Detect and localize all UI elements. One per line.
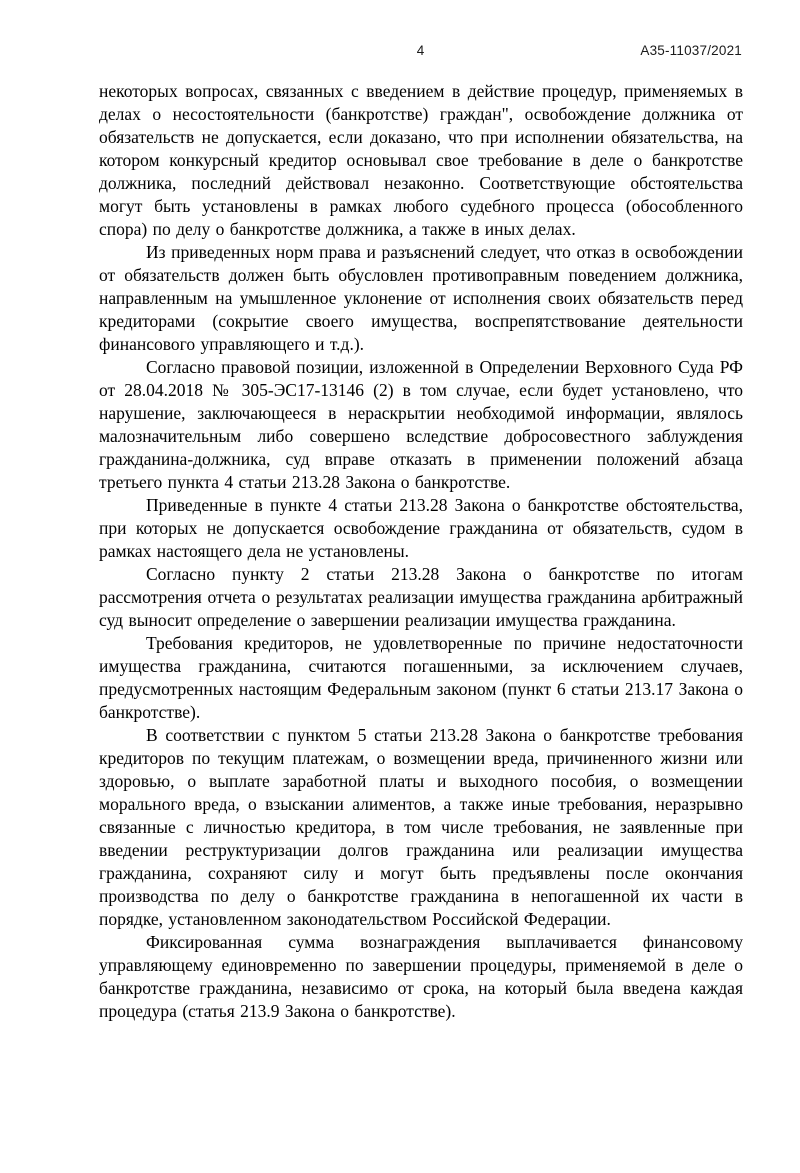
paragraph: Требования кредиторов, не удовлетворенные по причине недостаточности имущества гражданина, считаются погашенными, за исключением случаев, предусмотренных настоящим Федеральным законом (пункт 6 статьи 213.17 Закона о банкротстве).	[99, 633, 743, 722]
paragraph: Согласно пункту 2 статьи 213.28 Закона о банкротстве по итогам рассмотрения отчета о результатах реализации имущества гражданина арбитражный суд выносит определение о завершении реализации имущества гражданина.	[99, 564, 743, 630]
document-page	[0, 42, 800, 1173]
paragraph: Фиксированная сумма вознаграждения выплачивается финансовому управляющему единовременно по завершении процедуры, применяемой в деле о банкротстве гражданина, независимо от срока, на который была введена каждая процедура (статья 213.9 Закона о банкротстве).	[99, 932, 743, 1021]
paragraph: некоторых вопросах, связанных с введением в действие процедур, применяемых в делах о несостоятельности (банкротстве) граждан", освобождение должника от обязательств не допускается, если доказано, что при исполнении обязательства, на котором конкурсный кредитор основывал свое требование в деле о банкротстве должника, последний действовал незаконно. Соответствующие обстоятельства могут быть установлены в рамках любого судебного процесса (обособленного спора) по делу о банкротстве должника, а также в иных делах.	[99, 81, 743, 239]
paragraph: Из приведенных норм права и разъяснений следует, что отказ в освобождении от обязательств должен быть обусловлен противоправным поведением должника, направленным на умышленное уклонение от исполнения своих обязательств перед кредиторами (сокрытие своего имущества, воспрепятствование деятельности финансового управляющего и т.д.).	[99, 242, 743, 354]
paragraph: Согласно правовой позиции, изложенной в Определении Верховного Суда РФ от 28.04.2018 № 305-ЭС17-13146 (2) в том случае, если будет установлено, что нарушение, заключающееся в нераскрытии необходимой информации, являлось малозначительным либо совершено вследствие добросовестного заблуждения гражданина-должника, суд вправе отказать в применении положений абзаца третьего пункта 4 статьи 213.28 Закона о банкротстве.	[99, 357, 743, 492]
paragraph: Приведенные в пункте 4 статьи 213.28 Закона о банкротстве обстоятельства, при которых не допускается освобождение гражданина от обязательств, судом в рамках настоящего дела не установлены.	[99, 495, 743, 561]
paragraph: В соответствии с пунктом 5 статьи 213.28 Закона о банкротстве требования кредиторов по текущим платежам, о возмещении вреда, причиненного жизни или здоровью, о выплате заработной платы и выходного пособия, о возмещении морального вреда, о взыскании алиментов, а также иные требования, неразрывно связанные с личностью кредитора, в том числе требования, не заявленные при введении реструктуризации долгов гражданина или реализации имущества гражданина, сохраняют силу и могут быть предъявлены после окончания производства по делу о банкротстве гражданина в непогашенной их части в порядке, установленном законодательством Российской Федерации.	[99, 725, 743, 929]
page-number: 4	[416, 43, 425, 58]
document-body	[99, 80, 743, 1023]
page-header	[99, 42, 742, 60]
case-number: А35-11037/2021	[640, 43, 742, 58]
